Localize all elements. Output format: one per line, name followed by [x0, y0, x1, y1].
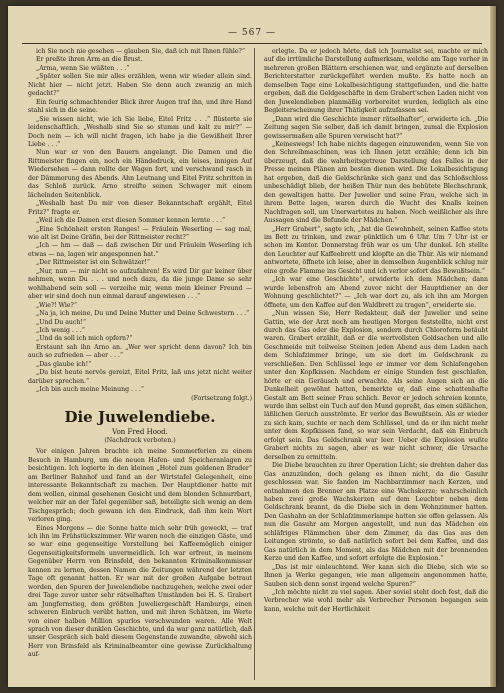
paragraph: Er preßte ihren Arm an die Brust.	[36, 56, 143, 64]
paragraph: Eines Morgens — die Sonne hatte mich sehr früh geweckt, — traf ich ihn im Frühstückszimmer. Wir waren noch die einzigen Gäste, und so war eine gegenseitige Vorstellung bei Kaffeemöglich einiger Gegenseitigkeitsformeln unvermeidlich. Ich war erfreut, in meinem Gegenüber Herrn von Brinsfeld, den bekannten Kriminalkommissar kennen zu lernen, dessen Namen die Zeitungen während der letzten Tage oft genannt hatten. Er war mit der großen Aufgabe betraut worden, den Spuren der Juwelendiebe nachzugehen, welche zwei oder drei Tage zuvor unter sehr rätselhaften Umständen bei H. S. Grabert am Jungfernstieg, dem größten Juweliergeschäft Hamburgs, einen schweren Einbruch verübt hatten, und mit ihren Schätzen, im Werte von einer halben Million spurlos verschwunden waren. Alle Welt sprach von dieser dunklen Geschichte, und da war ganz natürlich, daß unser Gespräch sich bald diesem Gegenstande zuwandte, obwohl sich Herr von Brinsfeld als Kriminalbeamter eine gewisse Zurückhaltung auf-	[28, 524, 252, 659]
paragraph: Ein feurig schmachtender Blick ihrer Augen traf ihn, und ihre Hand stahl sich in die seine.	[28, 98, 252, 115]
serial-story-text	[28, 48, 252, 395]
paragraph: „Und Du auch!“	[36, 318, 87, 326]
paragraph: „Der Rittmeister ist ein Schwätzer!“	[36, 259, 151, 267]
story-author: Von Fred Hood.	[112, 428, 168, 437]
story-body-continued	[264, 48, 488, 614]
column-divider	[254, 48, 255, 680]
paragraph: ich Sie noch nie gesehen — glauben Sie, daß ich mit Ihnen fühle?“	[36, 48, 246, 55]
paragraph: Vor einigen Jahren brachte ich meine Sommerferien zu einem Besuch in Hamburg, um die neuen Hafen- und Speicheranlagen zu besichtigen. Ich logierte in den kleinen „Hotel zum goldenen Bruder“ am Berliner Bahnhof und fand an der Wirtstafel Gelegenheit, eine interessante Bekanntschaft zu machen. Der Hauptdiener hatte mit dem wollen, einmal gesehenen Gesicht und dem blonden Schnurrbart, welcher mir an der Tafel gegenüber saß, beteiligte sich wenig an dem Tischgespräch; doch gewann ich den Eindruck, daß ihm kein Wort verloren ging.	[28, 448, 252, 524]
story-body	[28, 448, 252, 659]
paragraph: Die Diebe brauchten zu ihrer Operation Licht; sie drehten daher das Gas anzuzünden, doch gelang es ihnen nicht, da die Gasuhr geschlossen war. Sie fanden im Nachbarzimmer nach Kerzen, und entnahmen den Brenner am Platze eine Wachskerze; wahrscheinlich haben zwei große Wachskerzen auf dem Leuchter neben dem Geldschrank brannt, da die Diebe sich in dem Wohnzimmer hatten. Den Gashahn an der Schlafzimmerlampe hatten sie offen gelassen. Als nun die Gasuhr am Morgen angestellt, und nun das Mädchen ein schläfriges Flämmchen über dem Zimmer, da das Gas aus den Leitungen strömte, so daß natürlich sofort bei dem Kaffee, und das Gas natürlich in dem Moment, als das Mädchen mit der brennenden Kerze und den Kaffee, und sofort erfolgte die Explosion.“	[264, 462, 488, 563]
paragraph: „Arma, wenn Sie wüßten . . .“	[36, 64, 130, 72]
paragraph: „Na ja, ich meine, Du und Deine Mutter und Deine Schwestern . . .“	[36, 310, 250, 318]
paragraph: Nun war er von den Bauern angelangt. Die Damen und die Rittmeister fingen ein, noch ein Händedruck, ein leises, innigen Auf Wiedersehen — dann rollte der Wagen fort, und verschwand rasch in der Dämmerung des Abends. Ahn Leutnang und Eitel Fritz schritten in das Schloß zurück. Arno streifte seinen Schwager mit einem lächelnden Seitenblick.	[28, 149, 252, 199]
paragraph: „Später sollen Sie mir alles erzählen, wenn wir wieder allein sind. Nicht hier — nicht jetzt. Haben Sie denn auch zwanzig an mich gedacht?“	[28, 73, 252, 98]
paragraph: Erstaunt sah ihn Arno an. „Wer wer spricht denn davon? Ich bin auch so zufrieden — aber . . .“	[28, 343, 252, 360]
paragraph: „Herr Grabert“, sagte ich, „hat die Gewohnheit, seinen Kaffee stets im Bett zu trinken, und zwar pünktlich um 6 Uhr. Um 7 Uhr ist er schon im Kontor. Donnerstag früh war es um Uhr dunkel. Ich stellte den Leuchter auf Kaffeebrett und klopfte an die Thür. Als wir niemand antwortete, öffnete ich leise, aber in demselben Augenblick schlug mir eine große Flamme ins Gesicht und ich verlor sofort das Bewußtsein.“	[264, 225, 488, 275]
paragraph: „Und da soll ich mich opfern?“	[36, 335, 133, 343]
paragraph: „Keineswegs! Ich habe nichts dagegen einzuwenden, wenn Sie von den Schreibmaschinen, was ich Ihnen jetzt erzähle; denn ich bin überzeugt, daß die wahrheitsgetreue Darstellung des Falles in der Presse meinen Plänen am besten dienen wird. Die Lokalbesichtigung hat ergeben, daß die Geldschränke sich ganz und das Schloßschloss unbeschädigt blieb, der heißen Thür nun des behütete Blechschrank, den gewaltigen hatte. Der Juwelier und seine Frau, welche sich in ihrem Bette lagen, waren durch die Wucht des Knalls keinen Nachfragen soll, um Unerwartetes zu haben. Noch weißlicher als ihre Aussagen sind die Befunde der Mädchen.“	[264, 140, 488, 225]
reprint-notice: (Nachdruck verboten.)	[104, 437, 176, 445]
paragraph: „Ich bin auch meine Meinung . . .“	[36, 386, 145, 394]
header-rule	[22, 43, 482, 44]
paragraph: „Dann wird die Geschichte immer rätselhafter“, erwiderte ich. „Die Zeitung sagen Sie selber, daß ich damit bringen, zumal die Explosion gewissermaßen alle Spuren verwischt hat?“	[264, 115, 488, 140]
paragraph: „Das glaube ich!“	[36, 360, 92, 368]
paragraph: „Eine Schönheit ersten Ranges! — Fräulein Weserling — sag mal, wie alt ist Deine Gräfin, bei der Rittmeister recht?“	[28, 225, 252, 241]
paragraph: „Ich war eine Geschichte“, erwiderte ich dem Mädchen; dann wurde lebensfroh am Abend zuvor nicht der Hauptdiener an der Wohnung geschlichtet?“ — „Ich war dort zu, als ich ihn am Morgen öffnete, um den Kaffee auf den Waldbrett zu tragen“, erwiderte sie.	[264, 276, 488, 309]
right-column	[264, 48, 488, 680]
paragraph: „Sie wissen nicht, wie ich Sie liebe, Eitel Fritz . . .“ flüsterte sie leidenschaftlich. „Weshalb sind Sie so stumm und kalt zu mir?“ — Doch nein — ich will nicht fragen, ich habe ja die Gewißheit Ihrer Liebe . . .“	[28, 115, 252, 148]
paragraph: „Nur, nun — mir nicht so aufzufahren! Es wird Dir gar keiner über nehmen, wenn Du . . . und noch dazu, da die junge Dame so sehr wohlhabend sein soll — verzeihe mir, wenn mein kleiner Freund — aber wir sind doch nun einmal darauf angewiesen . . .“	[28, 267, 252, 301]
book-gutter	[490, 6, 496, 687]
paragraph: „Wie?! Wie?“	[36, 301, 78, 309]
paragraph: „Du bist heute nervös gereizt, Eitel Fritz, laß uns jetzt nicht weiter darüber sprechen.“	[28, 369, 252, 385]
paragraph: „Ich möchte nicht zu viel sagen. Aber soviel steht doch fest, daß die Verbrecher wie wohl mehr als Verbrecher Personen begangen sein kann, welche mit der Hertlichkeit	[264, 589, 488, 613]
paragraph: „Weil ich die Damen erst diesen Sommer kennen lernte . . .“	[36, 217, 226, 225]
continued-notice: (Fortsetzung folgt.)	[191, 394, 252, 402]
paragraph: „Ich wenig . . .“	[36, 326, 85, 334]
paragraph: „Ich — hm — daß — daß zwischen Dir und Fräulein Weserling ich etwas — na, lagen wir angesponnen hat.“	[28, 242, 252, 258]
paragraph: erlegte. Da er jedoch hörte, daß ich Journalist sei, machte er mich auf die irrtümliche Darstellung aufmerksam, welche am Tage vorher in mehreren großen Blättern erschienen war, und ergänzte auf derselben Berichterstatter zurückgeführt werden mußte. Es hatte noch an demselben Tage eine Lokalbesichtigung stattgefunden, und die hatte ergeben, daß die Geldgeschäfte in dem Grabert'schen Laden nicht von den Juwelendieben planmäßig vorbereitet wurden, lediglich als eine Begleiterscheinung ihrer Thätigkeit aufzufassen sei.	[264, 48, 488, 115]
newspaper-page	[8, 6, 496, 687]
paragraph: „Nun wissen Sie, Herr Redakteur, daß der Juwelier und seine Gattin, wie der Arzt noch am heutigen Morgen feststellte, nicht erst durch das Gas oder die Explosion, sondern durch Chloroform betäubt waren. Grabert erzählt, daß er die wertvollsten Goldsachen und alle Geschmeide mit teilweise Steinen jeden Abend aus dem Laden nach dem Schlafzimmer bringe, um sie dort im Geldschrank zu verschließen. Den Schlüssel lege er immer vor dem Schlafengehen unter den Kopfkissen. Nachdem er einige Stunden fest geschlafen, hörte er ein Geräusch und erwachte. Als seine Augen sich an die Dunkelheit gewöhnt hatten, bemerkte er, daß eine schattenhafte Gestalt am Bett seiner Frau schlich. Bevor er jedoch schreien konnte, wurde ihm selbst ein Tuch auf den Mund gepreßt, das einen süßlichen, läßlichen Geruch ausströmte. Er verlor das Bewußtsein. Als er wieder zu sich kam, suchte er nach dem Schlüssel, und da er ihn nicht mehr unter dem Kopfkissen fand, so war sein Verdacht, daß ein Einbruch erfolgt sein. Das Geldschrank war leer. Ueber die Explosion wußte Grabert nichts zu sagen, aber es war nicht schwer, die Ursache derselben zu ermitteln.	[264, 310, 488, 461]
story-title: Die Juwelendiebe.	[64, 408, 216, 427]
paragraph: „Weshalb hast Du mir von dieser Bekanntschaft ergählt, Eitel Fritz?“ fragte er.	[28, 200, 252, 216]
left-column	[28, 48, 252, 680]
paragraph: „Das ist mir einleuchtend. Wer kann sich die Diebe, sich wie so Ihnen ja Werke gegangen, wie man allgemein angenommen hatte, Sauben sich denn sonst irgend welche Spuren?“	[264, 563, 488, 588]
page-number: — 567 —	[228, 28, 276, 38]
